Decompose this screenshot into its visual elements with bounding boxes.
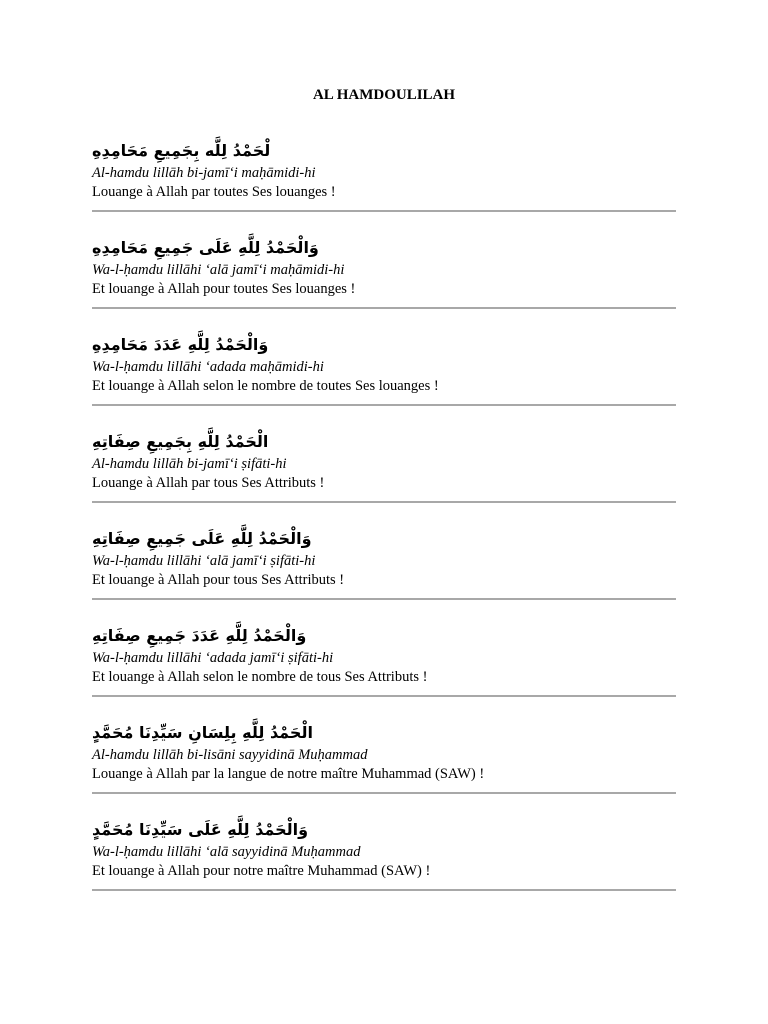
arabic-text: وَالْحَمْدُ لِلَّهِ عَلَى جَمِيعِ صِفَاتِهِ	[92, 529, 312, 548]
transliteration: Wa-l-ḥamdu lillāhi ‘alā jamī‘i maḥāmidi-hi	[92, 262, 345, 278]
invocation-entry	[92, 429, 676, 526]
divider	[92, 792, 676, 794]
divider	[92, 889, 676, 891]
translation: Louange à Allah par tous Ses Attributs !	[92, 475, 325, 491]
arabic-text: وَالْحَمْدُ لِلَّهِ عَدَدَ جَمِيعِ صِفَاتِهِ	[92, 626, 307, 645]
transliteration: Al-hamdu lillāh bi-jamī‘i ṣifāti-hi	[92, 456, 287, 472]
invocation-entry	[92, 138, 676, 235]
translation: Louange à Allah par la langue de notre maître Muhammad (SAW) !	[92, 766, 485, 782]
divider	[92, 404, 676, 406]
translation: Louange à Allah par toutes Ses louanges !	[92, 184, 336, 200]
transliteration: Wa-l-ḥamdu lillāhi ‘alā sayyidinā Muḥammad	[92, 844, 361, 860]
invocation-entry	[92, 332, 676, 429]
arabic-text: وَالْحَمْدُ لِلَّهِ عَلَى سَيِّدِنَا مُحَمَّدٍ	[92, 820, 309, 839]
transliteration: Wa-l-ḥamdu lillāhi ‘alā jamī‘i ṣifāti-hi	[92, 553, 316, 569]
invocation-entry	[92, 720, 676, 817]
invocation-entry	[92, 817, 676, 914]
divider	[92, 598, 676, 600]
invocation-entry	[92, 623, 676, 720]
arabic-text: الْحَمْدُ لِلَّهِ بِلِسَانِ سَيِّدِنَا مُحَمَّدٍ	[92, 723, 313, 742]
translation: Et louange à Allah selon le nombre de toutes Ses louanges !	[92, 378, 439, 394]
arabic-text: الْحَمْدُ لِلَّهِ بِجَمِيعِ صِفَاتِهِ	[92, 432, 269, 451]
translation: Et louange à Allah selon le nombre de tous Ses Attributs !	[92, 669, 428, 685]
invocation-entry	[92, 526, 676, 623]
invocation-entry	[92, 235, 676, 332]
transliteration: Al-hamdu lillāh bi-lisāni sayyidinā Muḥammad	[92, 747, 368, 763]
arabic-text: وَالْحَمْدُ لِلَّهِ عَلَى جَمِيعِ مَحَامِدِهِ	[92, 238, 319, 257]
divider	[92, 210, 676, 212]
document-title: AL HAMDOULILAH	[312, 87, 456, 103]
invocation-list	[92, 138, 676, 914]
divider	[92, 307, 676, 309]
transliteration: Wa-l-ḥamdu lillāhi ‘adada maḥāmidi-hi	[92, 359, 324, 375]
translation: Et louange à Allah pour notre maître Muhammad (SAW) !	[92, 863, 431, 879]
divider	[92, 695, 676, 697]
transliteration: Al-hamdu lillāh bi-jamī‘i maḥāmidi-hi	[92, 165, 316, 181]
arabic-text: وَالْحَمْدُ لِلَّهِ عَدَدَ مَحَامِدِهِ	[92, 335, 269, 354]
divider	[92, 501, 676, 503]
arabic-text: لْحَمْدُ لِلَّه بِجَمِيعِ مَحَامِدِهِ	[92, 141, 271, 160]
transliteration: Wa-l-ḥamdu lillāhi ‘adada jamī‘i ṣifāti-hi	[92, 650, 334, 666]
translation: Et louange à Allah pour toutes Ses louanges !	[92, 281, 356, 297]
translation: Et louange à Allah pour tous Ses Attributs !	[92, 572, 345, 588]
